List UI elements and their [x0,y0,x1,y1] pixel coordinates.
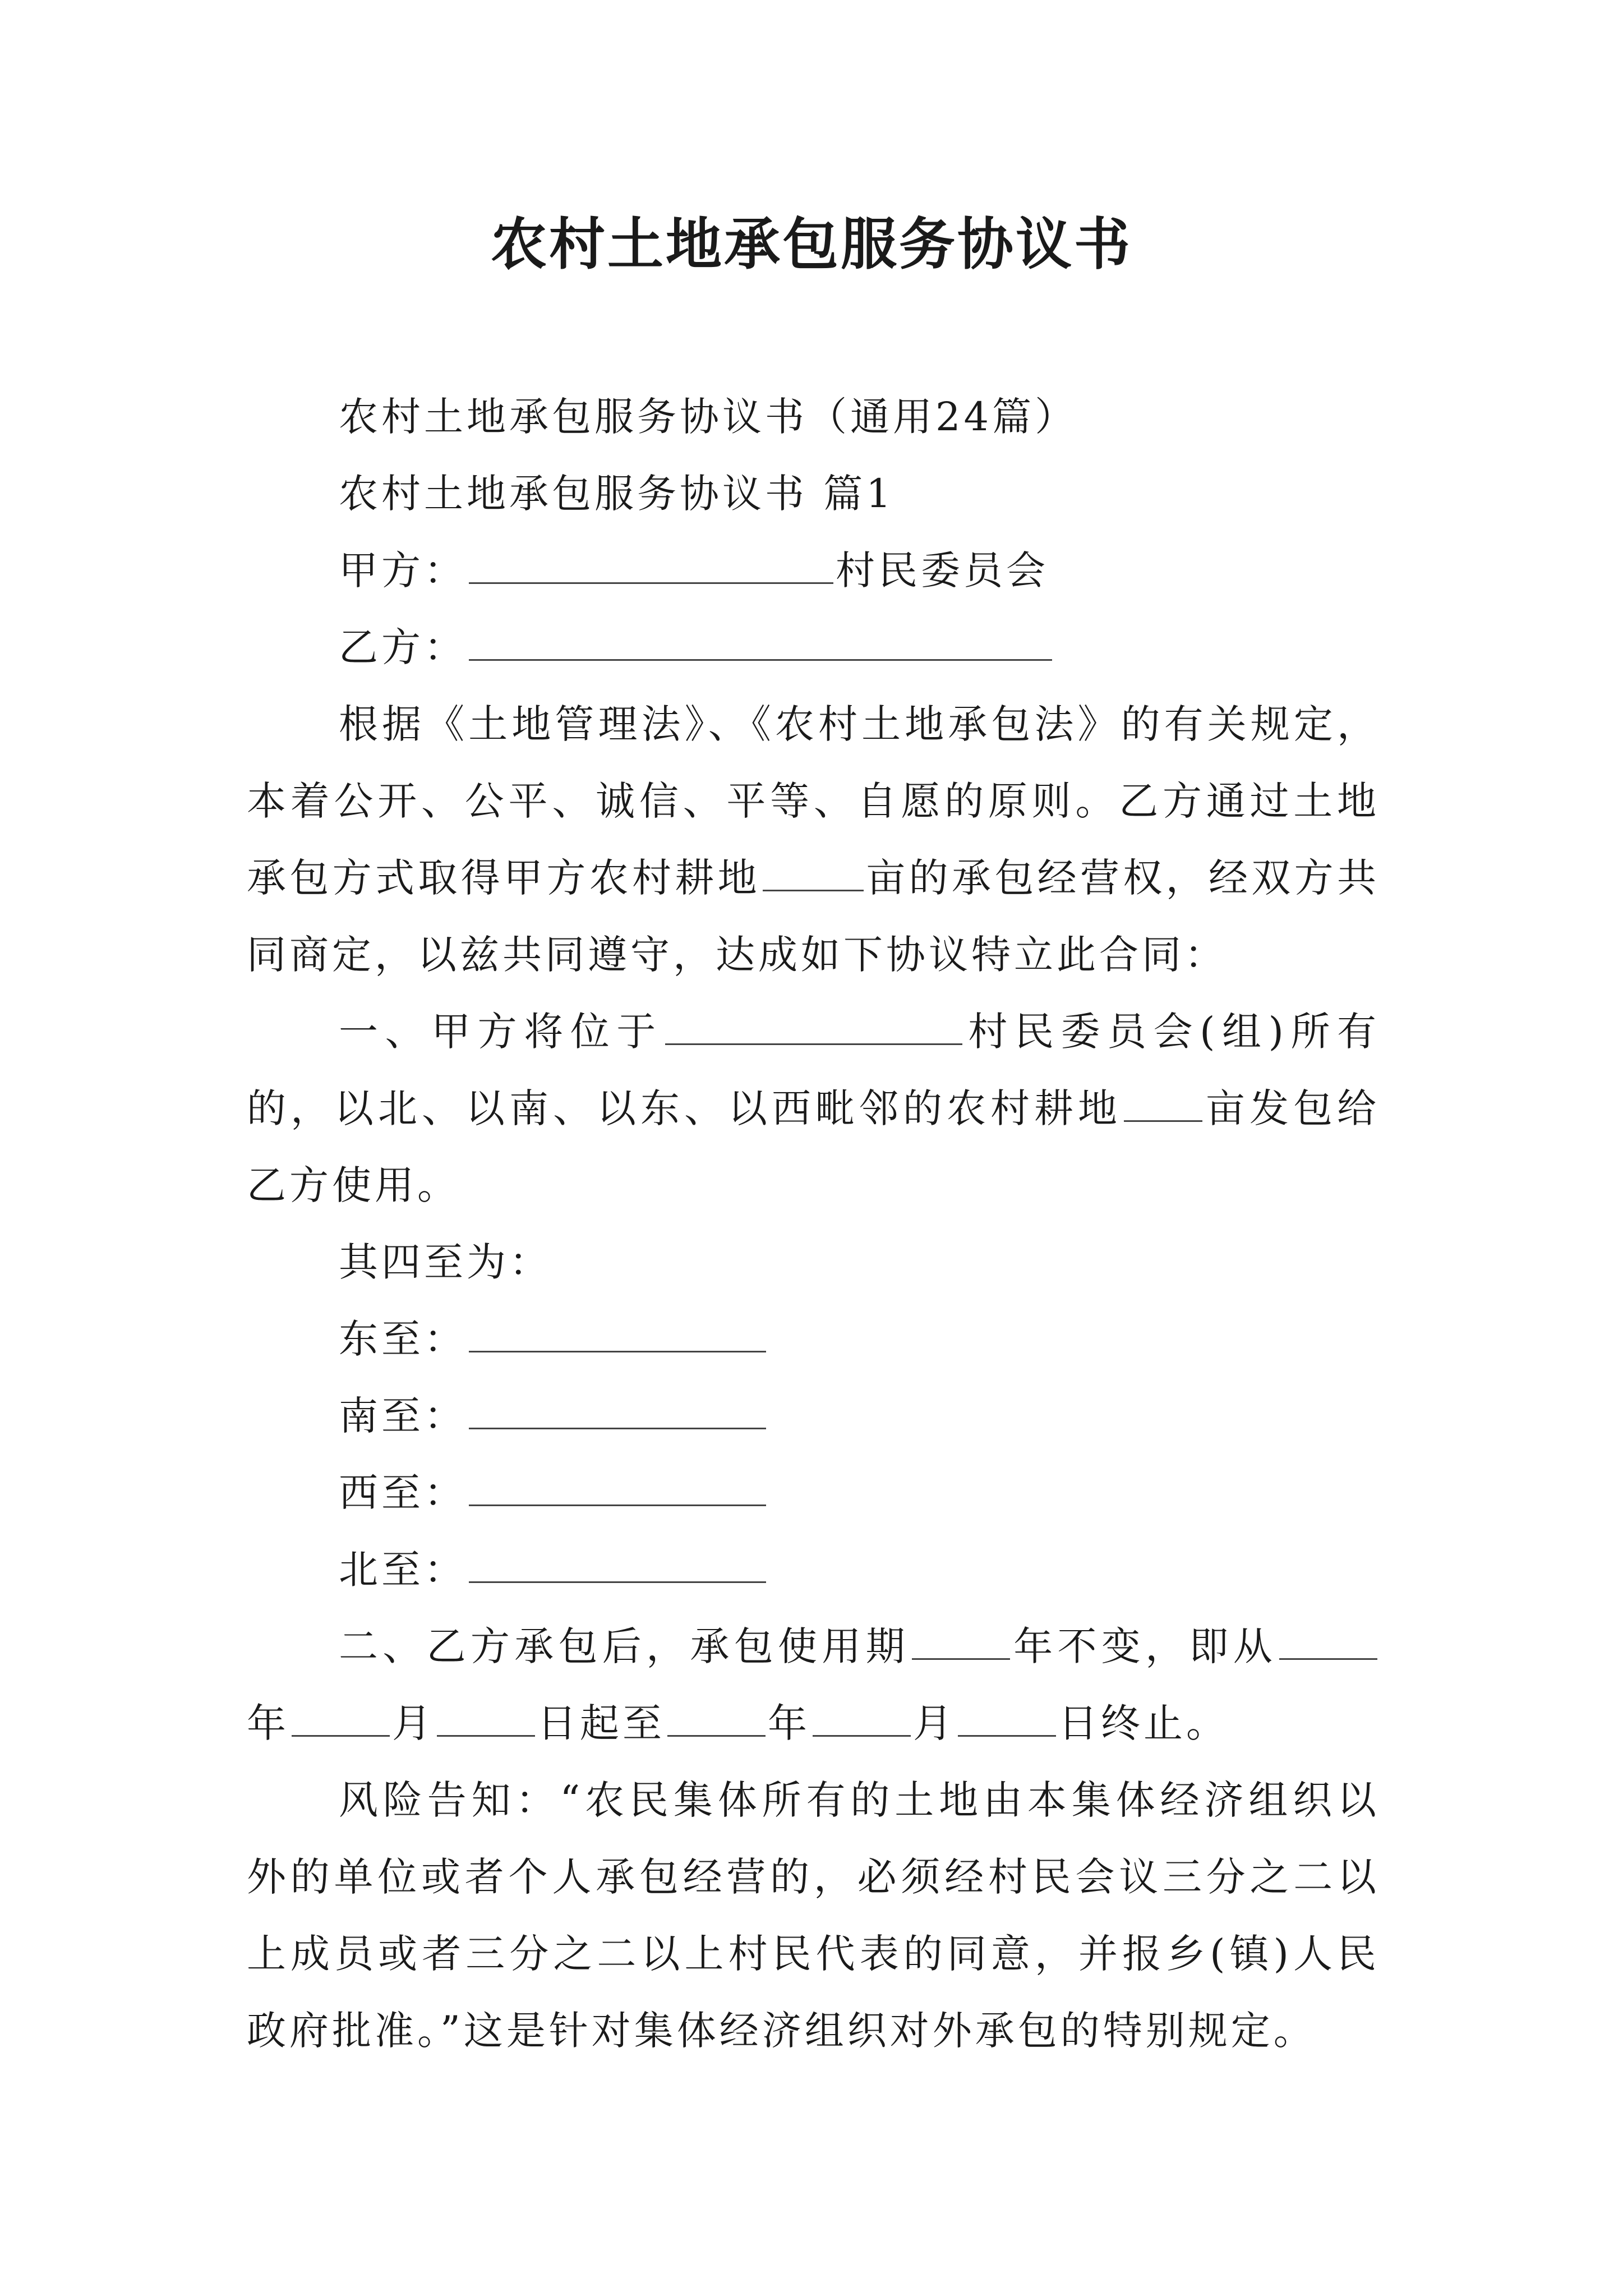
end-year-blank [667,1704,766,1737]
clause-2-text-3: 年 [247,1700,289,1746]
clause-1-paragraph [247,993,1380,1224]
start-year-blank [1279,1627,1377,1660]
four-bounds-line: 其四至为： [339,1239,552,1285]
clause-2-text-5: 日起至 [537,1700,665,1746]
document-title: 农村土地承包服务协议书 [491,211,1132,277]
party-b-line [247,609,1380,686]
clause-1-text-3: 亩发包给乙方使用。 [247,1085,1380,1208]
area-blank [763,858,864,891]
intro-text-1: 根据《土地管理法》、《农村土地承包法》的有关规定，本着公开、公平、诚信、平等、自愿的原则。乙方通过土地承包方式取得甲方农村耕地 [247,701,1380,901]
document-body [247,379,1380,2069]
term-years-blank [912,1627,1010,1660]
location-blank [665,1012,962,1045]
start-day-blank [437,1704,535,1737]
south-blank [469,1396,766,1429]
west-bound-line [247,1455,1380,1531]
clause-2-text-7: 月 [913,1700,956,1746]
clause-2-text-4: 月 [392,1700,435,1746]
west-blank [469,1473,766,1506]
subtitle-line: 农村土地承包服务协议书（通用24篇） [339,394,1078,440]
north-blank [469,1550,766,1583]
start-month-blank [292,1704,390,1737]
party-a-suffix: 村民委员会 [836,547,1049,593]
west-label: 西至： [339,1470,467,1516]
intro-paragraph [247,686,1380,993]
party-b-label: 乙方： [339,624,467,670]
party-b-blank [469,628,1052,661]
end-month-blank [813,1704,911,1737]
north-bound-line [247,1531,1380,1608]
east-blank [469,1319,766,1352]
clause-1-text-1: 一、甲方将位于 [339,1009,663,1055]
clause-2-paragraph [247,1608,1380,1762]
mu-blank [1124,1089,1202,1122]
party-a-blank [469,551,833,584]
party-a-line [247,532,1380,609]
east-label: 东至： [339,1316,467,1362]
clause-2-text-8: 日终止。 [1058,1700,1229,1746]
end-day-blank [958,1704,1056,1737]
north-label: 北至： [339,1547,467,1593]
east-bound-line [247,1301,1380,1378]
south-bound-line [247,1378,1380,1455]
part-heading: 农村土地承包服务协议书 篇1 [339,471,895,517]
intro-text-2: 亩的承包经营权，经双方共同商定，以兹共同遵守，达成如下协议特立此合同： [247,855,1380,978]
clause-2-text-1: 二、乙方承包后，承包使用期 [339,1623,910,1669]
clause-2-text-6: 年 [768,1700,810,1746]
clause-2-text-2: 年不变，即从 [1012,1623,1278,1669]
clause-1-text-2: 村民委员会(组)所有的，以北、以南、以东、以西毗邻的农村耕地 [247,1009,1380,1131]
risk-notice-paragraph: 风险告知：“农民集体所有的土地由本集体经济组织以外的单位或者个人承包经营的，必须经村民会议三分之二以上成员或者三分之二以上村民代表的同意，并报乡(镇)人民政府批准。”这是针对集体经济组织对外承包的特别规定。 [247,1777,1380,2054]
south-label: 南至： [339,1393,467,1439]
party-a-label: 甲方： [339,547,467,593]
